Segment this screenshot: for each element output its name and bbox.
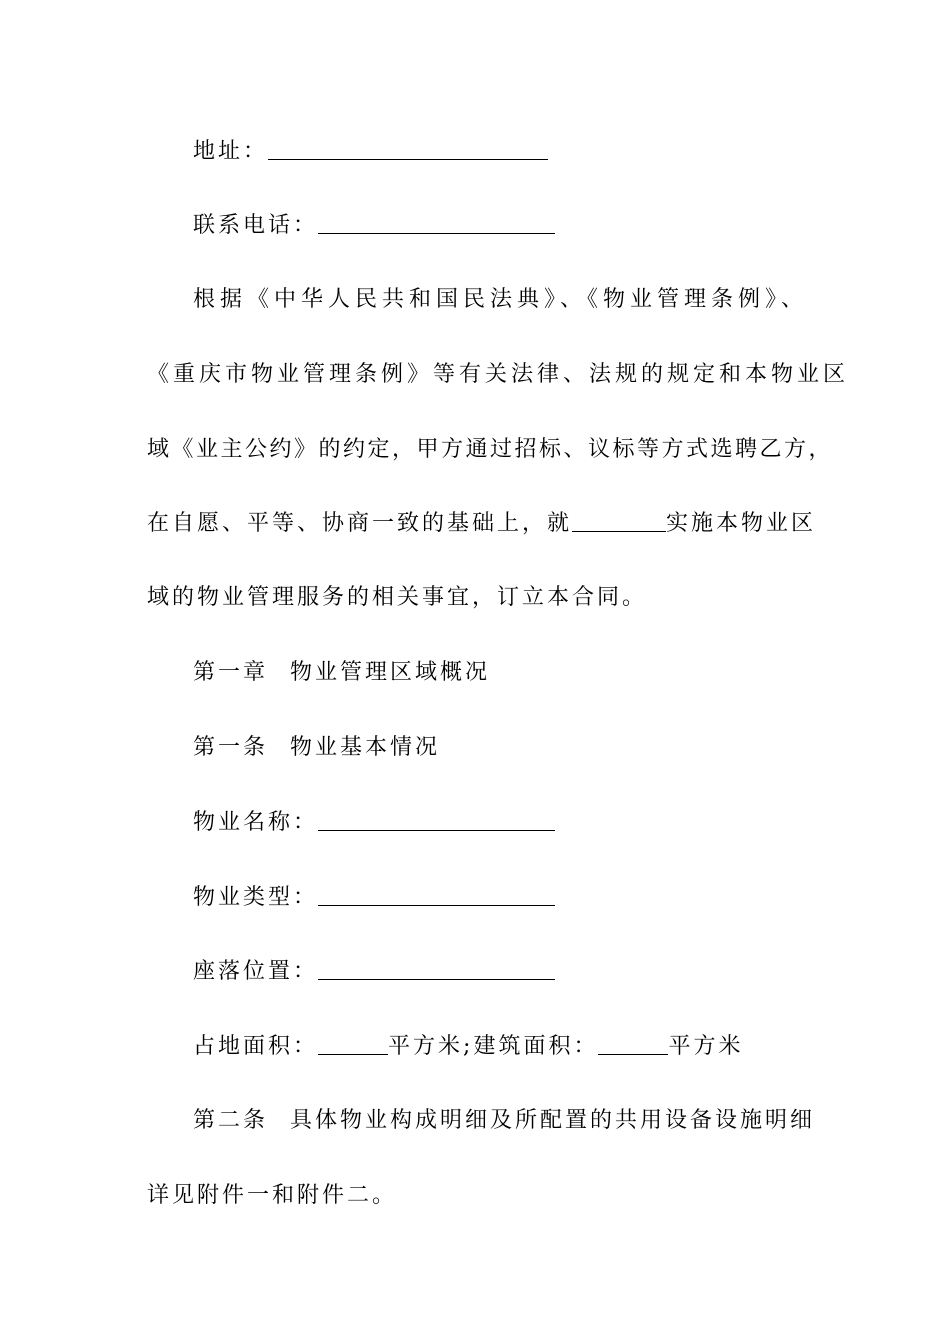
article-1-number: 第一条	[193, 735, 269, 760]
preamble-text-after-blank: 实施本物业区	[666, 511, 817, 536]
article-1-title: 物业基本情况	[290, 735, 441, 760]
area-line	[193, 1027, 743, 1067]
address-blank	[268, 132, 548, 160]
location-blank	[318, 952, 555, 980]
article-1-heading	[193, 728, 440, 768]
land-area-unit: 平方米;	[388, 1034, 474, 1059]
article-2-number: 第二条	[193, 1108, 269, 1133]
address-line	[193, 132, 548, 172]
preamble-line-5: 域的物业管理服务的相关事宜，订立本合同。	[147, 585, 648, 610]
chapter-1-heading	[193, 653, 490, 693]
preamble-line-2: 《重庆市物业管理条例》等有关法律、法规的规定和本物业区	[147, 362, 850, 387]
property-name-line	[193, 803, 555, 843]
location-line	[193, 952, 555, 992]
building-area-blank	[598, 1027, 668, 1055]
preamble-line-4	[147, 504, 816, 544]
land-area-blank	[318, 1027, 388, 1055]
article-2-line-2: 详见附件一和附件二。	[147, 1183, 398, 1208]
phone-label: 联系电话：	[193, 213, 319, 238]
article-2-line-1	[193, 1101, 815, 1141]
preamble-blank	[572, 504, 666, 532]
address-label: 地址：	[193, 139, 269, 164]
phone-blank	[318, 206, 555, 234]
preamble-line-1: 根据《中华人民共和国民法典》、《物业管理条例》、	[193, 287, 809, 312]
property-name-blank	[318, 803, 555, 831]
property-type-line	[193, 878, 555, 918]
property-type-blank	[318, 878, 555, 906]
chapter-1-title: 物业管理区域概况	[290, 660, 491, 685]
preamble-line-3: 域《业主公约》的约定，甲方通过招标、议标等方式选聘乙方，	[147, 437, 834, 462]
article-2-text: 具体物业构成明细及所配置的共用设备设施明细	[290, 1108, 816, 1133]
building-area-unit: 平方米	[668, 1034, 744, 1059]
property-name-label: 物业名称：	[193, 810, 319, 835]
phone-line	[193, 206, 555, 246]
location-label: 座落位置：	[193, 959, 319, 984]
property-type-label: 物业类型：	[193, 885, 319, 910]
preamble-text-before-blank: 在自愿、平等、协商一致的基础上，就	[147, 511, 573, 536]
building-area-label: 建筑面积：	[473, 1034, 599, 1059]
chapter-1-number: 第一章	[193, 660, 269, 685]
land-area-label: 占地面积：	[193, 1034, 319, 1059]
